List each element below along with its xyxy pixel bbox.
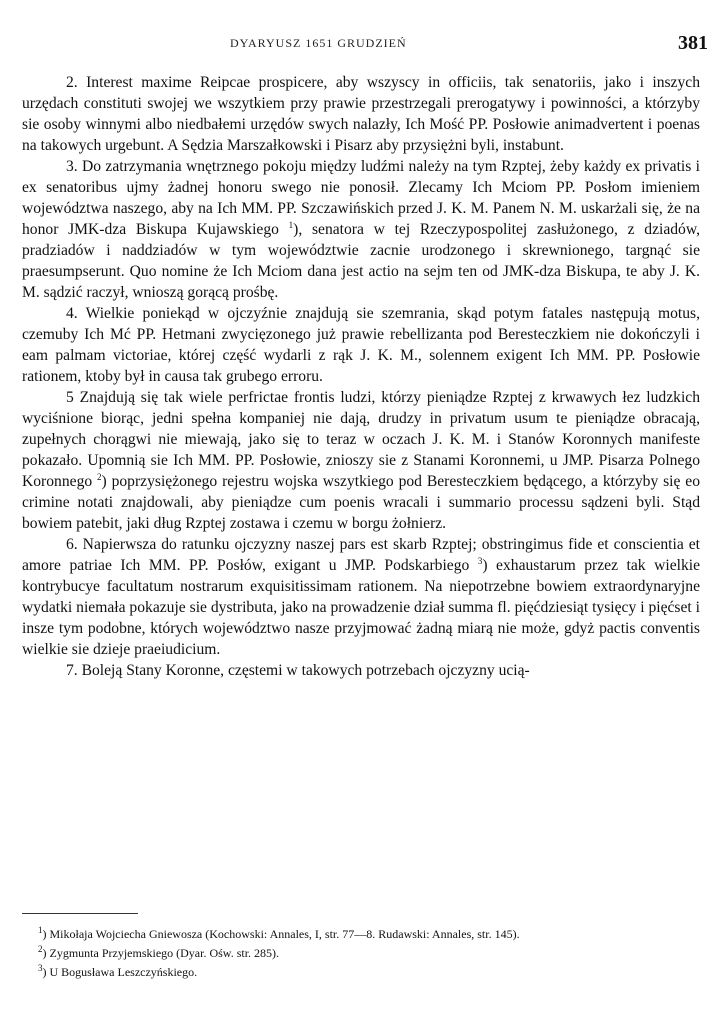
footnote-marker: 2 [97, 471, 102, 482]
footnote-2: $^2$) Zygmunta Przyjemskiego (Dyar. Ośw. str. 285). [38, 944, 280, 960]
page-header [0, 34, 720, 60]
paragraph-text: ) exhaustarum przez tak wielkie kontrybucye facultatum nostrarum exquisitissimam rationem. Na niepotrzebne bowiem extraordynaryjne wydatki niemała pokazuje sie dystributa, jako na prowadzenie dział summa fl. pięćdziesiąt tysięcy i pięćset i insze tym podobne, których województwo nasze przyjmować żadną miarą nie może, gdyż pactis conventis wielkie sie dzieje praeiudicium. [22, 557, 700, 658]
running-head: DYARYUSZ 1651 GRUDZIEŃ [230, 36, 407, 50]
footnote-number: 2 [38, 944, 43, 954]
paragraph-5 [22, 387, 700, 534]
footnotes [22, 925, 702, 982]
paragraph-2 [22, 72, 700, 156]
footnote-text: Zygmunta Przyjemskiego (Dyar. Ośw. str. 285). [49, 946, 280, 960]
footnote-1: $^1$) Mikołaja Wojciecha Gniewosza (Kochowski: Annales, I, str. 77—8. Rudawski: Annales, str. 145). [38, 925, 520, 941]
paragraph-6 [22, 534, 700, 660]
paragraph-text: 6. Napierwsza do ratunku ojczyzny naszej pars est skarb Rzptej; obstringimus fide et conscientia et amore patriae Ich MM. PP. Posłów, exigant u JMP. Podskarbiego [22, 536, 700, 574]
paragraph-text: 2. Interest maxime Reipcae prospicere, aby wszyscy in officiis, tak senatoriis, jako i inszych urzędach constituti swojej we wszytkiem przy prawie przestrzegali prerogatywy i powinności, a którzyby sie osoby winnymi albo niedbałemi urzędów swych nalazły, Ich Mość PP. Posłowie animadvertent i poenas na takowych urgebunt. A Sędzia Marszałkowski i Pisarz aby przysiężni byli, instabunt. [22, 74, 700, 154]
paragraph-text: ) poprzysiężonego rejestru wojska wszytkiego pod Beresteczkiem będącego, a którzyby się eo crimine notati znajdowali, aby pieniądze cum poenis wracali i summario processu sądzeni byli. Stąd bowiem patebit, jaki dług Rzptej zostawa i czemu w borgu żołnierz. [22, 473, 700, 532]
footnote-divider [22, 913, 138, 914]
footnote-text: U Bogusława Leszczyńskiego. [49, 965, 198, 979]
footnote-marker: 3 [477, 555, 483, 566]
paragraph-text: 5 Znajdują się tak wiele perfrictae frontis ludzi, którzy pieniądze Rzptej z krwawych łez ludzkich wyciśnione biorąc, jedni spełna kompaniej nie dają, drudzy in privatum usum te pieniądze obracają, zupełnych chorągwi nie miewają, jako się to teraz w oczach J. K. M. i Stanów Koronnych manifeste pokazało. Upomnią sie Ich MM. PP. Posłowie, znioszy sie z Stanami Koronnemi, u JMP. Pisarza Polnego Koronnego [22, 389, 700, 490]
footnote-3: $^3$) U Bogusława Leszczyńskiego. [38, 963, 198, 979]
footnote-marker: 1 [288, 219, 294, 230]
paragraph-text: 4. Wielkie poniekąd w ojczyźnie znajdują sie szemrania, skąd potym fatales następują motus, czemuby Ich Mć PP. Hetmani zwycięzonego już prawie rebellizanta pod Beresteczkiem nie dokończyli i eam palmam victoriae, której część wydarli z rąk J. K. M., solennem exigent Ich MM. PP. Posłowie rationem, ktoby był in causa tak grubego erroru. [22, 305, 700, 385]
paragraph-text: ), senatora w tej Rzeczypospolitej zasłużonego, z dziadów, pradziadów i naddziadów w tym województwie zacnie urodzonego i skrewnionego, targnąć sie praesumpserunt. Quo nomine że Ich Mciom dana jest actio na sejm ten od JMK-dza Biskupa, te aby J. K. M. sądzić raczył, wnioszą gorącą prośbę. [22, 221, 700, 301]
paragraph-7 [22, 660, 700, 681]
paragraph-text: 3. Do zatrzymania wnętrznego pokoju między ludźmi należy na tym Rzptej, żeby każdy ex privatis i ex senatoribus ujmy żadnej honoru swego nie ponosił. Zlecamy Ich Mciom PP. Posłom imieniem województwa naszego, aby na Ich MM. PP. Szczawińskich przed J. K. M. Panem N. M. uskarżali się, że na honor JMK-dza Biskupa Kujawskiego [22, 158, 700, 238]
footnote-number: 1 [38, 925, 43, 935]
footnote-number: 3 [38, 963, 43, 973]
paragraph-text: 7. Boleją Stany Koronne, częstemi w takowych potrzebach ojczyzny ucią- [66, 662, 530, 679]
page-number: 381 [678, 32, 708, 54]
paragraph-4 [22, 303, 700, 387]
paragraph-3 [22, 156, 700, 303]
footnote-text: Mikołaja Wojciecha Gniewosza (Kochowski: Annales, I, str. 77—8. Rudawski: Annales, str. 145). [49, 927, 520, 941]
main-text [22, 72, 700, 681]
